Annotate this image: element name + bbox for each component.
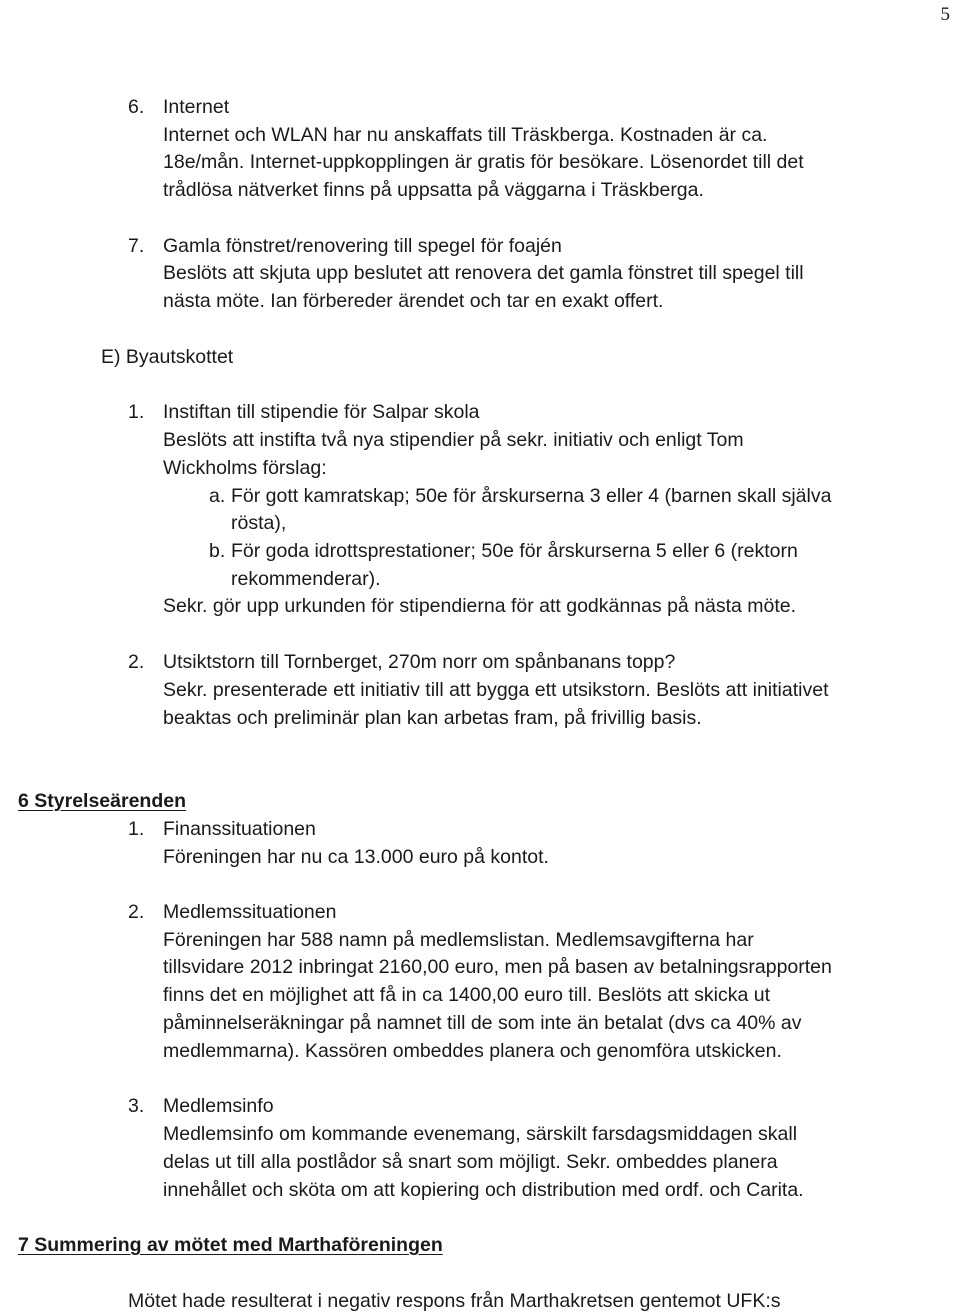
subitem-text-line: rekommenderar). [231, 568, 381, 590]
item-number: 3. [128, 1095, 145, 1117]
subitem-text-line: För gott kamratskap; 50e för årskurserna 3 eller 4 (barnen skall själva [231, 485, 832, 507]
item-title: Instiftan till stipendie för Salpar skola [163, 401, 480, 423]
item-text-line: nästa möte. Ian förbereder ärendet och tar en exakt offert. [163, 290, 664, 312]
item-text-line: Beslöts att skjuta upp beslutet att renovera det gamla fönstret till spegel till [163, 262, 804, 284]
item-text-line: Sekr. presenterade ett initiativ till att bygga ett utsikstorn. Beslöts att initiativet [163, 679, 829, 701]
item-title: Utsiktstorn till Tornberget, 270m norr om spånbanans topp? [163, 651, 676, 673]
item-text-line: påminnelseräkningar på namnet till de som inte än betalat (dvs ca 40% av [163, 1012, 802, 1034]
item-number: 6. [128, 96, 145, 118]
item-text-line: Föreningen har 588 namn på medlemslistan. Medlemsavgifterna har [163, 929, 754, 951]
item-text-line: innehållet och sköta om att kopiering och distribution med ordf. och Carita. [163, 1179, 804, 1201]
item-text-line: Wickholms förslag: [163, 457, 327, 479]
item-text-line: delas ut till alla postlådor så snart som möjligt. Sekr. ombeddes planera [163, 1151, 778, 1173]
paragraph-text-line: Mötet hade resulterat i negativ respons från Marthakretsen gentemot UFK:s [128, 1290, 781, 1312]
item-text-line: 18e/mån. Internet-uppkopplingen är gratis för besökare. Lösenordet till det [163, 151, 804, 173]
section-heading-styrelsearenden: 6 Styrelseärenden [18, 790, 187, 812]
item-text-line: tillsvidare 2012 inbringat 2160,00 euro, men på basen av betalningsrapporten [163, 956, 832, 978]
item-text-line: Medlemsinfo om kommande evenemang, särskilt farsdagsmiddagen skall [163, 1123, 798, 1145]
item-title: Finanssituationen [163, 818, 316, 840]
item-text-line: Sekr. gör upp urkunden för stipendierna för att godkännas på nästa möte. [163, 595, 797, 617]
item-number: 1. [128, 401, 145, 423]
item-title: Gamla fönstret/renovering till spegel för foajén [163, 235, 562, 257]
section-heading-byautskottet: E) Byautskottet [101, 346, 234, 368]
item-text-line: Föreningen har nu ca 13.000 euro på kontot. [163, 846, 549, 868]
subitem-letter: b. [209, 540, 226, 562]
subitem-text-line: rösta), [231, 512, 287, 534]
item-text-line: finns det en möjlighet att få in ca 1400,00 euro till. Beslöts att skicka ut [163, 984, 771, 1006]
item-title: Medlemssituationen [163, 901, 337, 923]
subitem-text-line: För goda idrottsprestationer; 50e för årskurserna 5 eller 6 (rektorn [231, 540, 798, 562]
page-number: 5 [940, 4, 950, 25]
item-number: 2. [128, 901, 145, 923]
section-heading-summering: 7 Summering av mötet med Marthaföreningen [18, 1234, 443, 1256]
item-number: 2. [128, 651, 145, 673]
item-text-line: beaktas och preliminär plan kan arbetas fram, på frivillig basis. [163, 707, 702, 729]
item-text-line: medlemmarna). Kassören ombeddes planera och genomföra utskicken. [163, 1040, 782, 1062]
item-text-line: trådlösa nätverket finns på uppsatta på väggarna i Träskberga. [163, 179, 704, 201]
item-number: 7. [128, 235, 145, 257]
item-title: Internet [163, 96, 230, 118]
item-title: Medlemsinfo [163, 1095, 274, 1117]
item-text-line: Internet och WLAN har nu anskaffats till Träskberga. Kostnaden är ca. [163, 124, 768, 146]
item-text-line: Beslöts att instifta två nya stipendier på sekr. initiativ och enligt Tom [163, 429, 744, 451]
subitem-letter: a. [209, 485, 226, 507]
item-number: 1. [128, 818, 145, 840]
